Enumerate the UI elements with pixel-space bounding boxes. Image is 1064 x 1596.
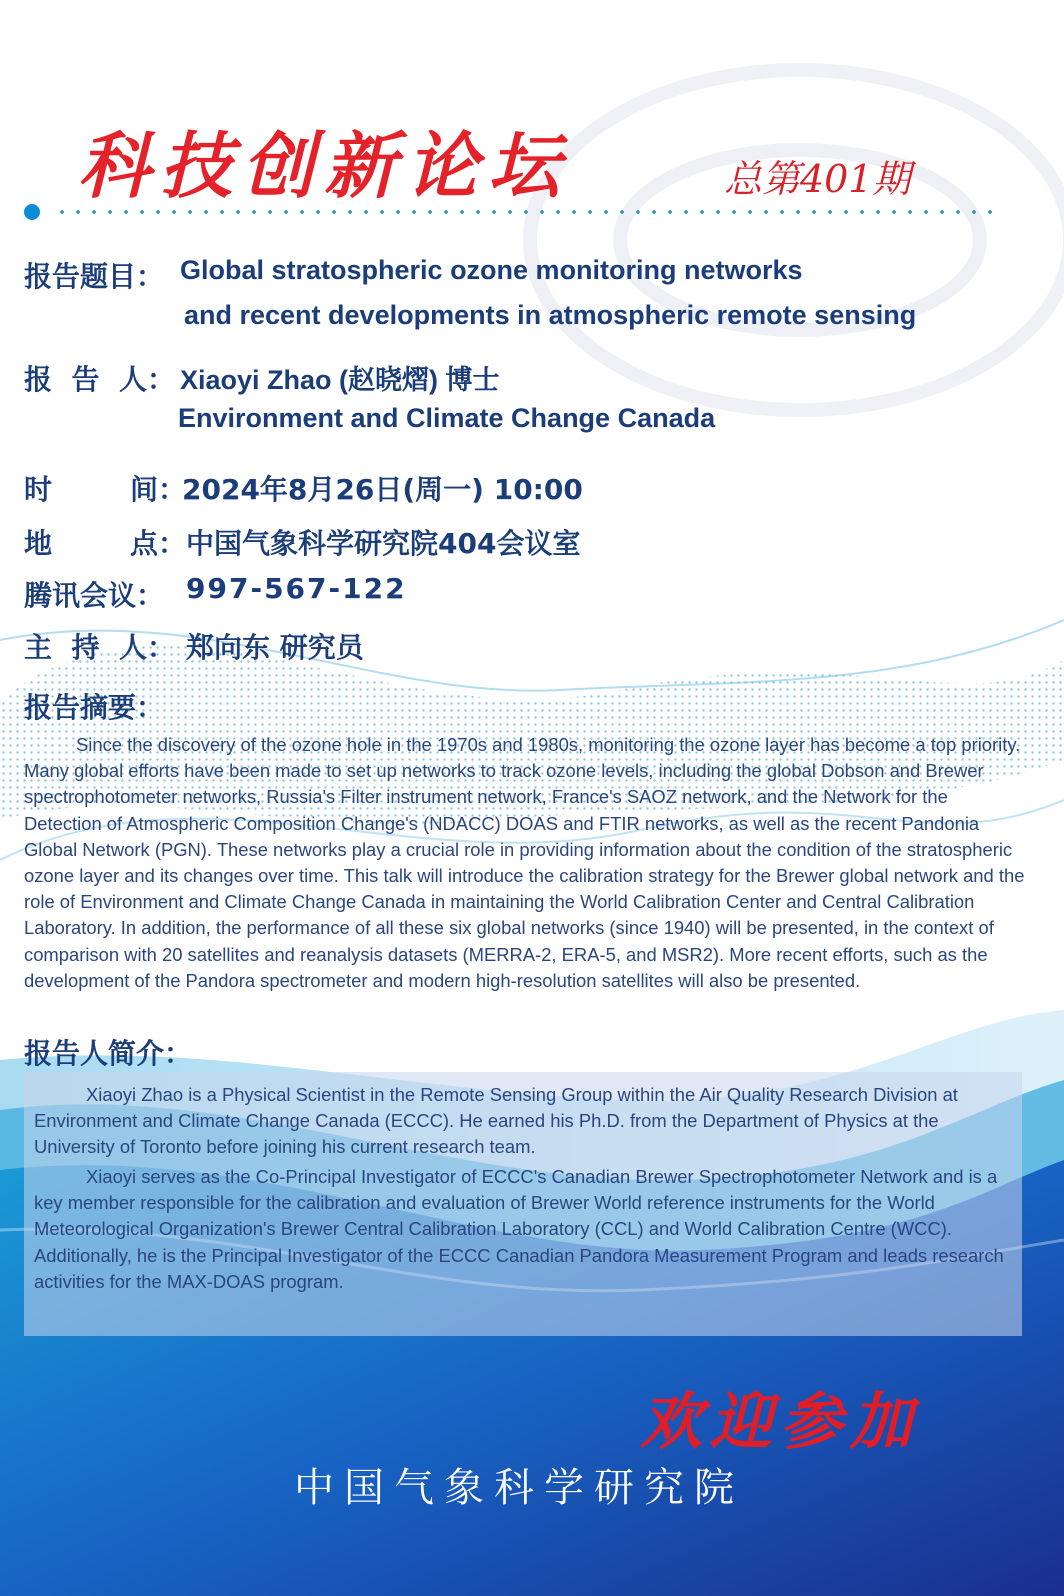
place-label: 地 点：	[24, 527, 186, 560]
bio-paragraph-1: Xiaoyi Zhao is a Physical Scientist in the Remote Sensing Group within the Air Quality Research Division at Environment and Climate Change Canada (ECCC). He earned his Ph.D. from the Department of Physics at the University of Toronto before joining his current research team.	[34, 1084, 958, 1158]
issue-number: 总第401期	[724, 157, 911, 201]
speaker-name: Xiaoyi Zhao (赵晓熠) 博士	[180, 365, 500, 395]
abstract-text: Since the discovery of the ozone hole in the 1970s and 1980s, monitoring the ozone layer has become a top priority. Many global efforts have been made to set up networks to track ozone levels, including the global Dobson and Brewer spectrophotometer networks, Russia's Filter instrument network, France's SAOZ network, and the Network for the Detection of Atmospheric Composition Change's (NDACC) DOAS and FTIR networks, as well as the recent Pandonia Global Network (PGN). These networks play a crucial role in providing information about the condition of the stratospheric ozone layer and its changes over time. This talk will introduce the calibration strategy for the Brewer global network and the role of Environment and Climate Change Canada in maintaining the World Calibration Center and Central Calibration Laboratory. In addition, the performance of all these six global networks (since 1940) will be presented, in the context of comparison with 20 satellites and reanalysis datasets (MERRA-2, ERA-5, and MSR2). More recent efforts, such as the development of the Pandora spectrometer and modern high-resolution satellites will also be presented.	[24, 734, 1025, 991]
welcome-text: 欢迎参加	[640, 1385, 921, 1458]
speaker-affiliation: Environment and Climate Change Canada	[178, 403, 716, 433]
bio-paragraph-2: Xiaoyi serves as the Co-Principal Investigator of ECCC's Canadian Brewer Spectrophotometer Network and is a key member responsible for the calibration and evaluation of Brewer World reference instruments for the World Meteorological Organization's Brewer Central Calibration Laboratory (CCL) and World Calibration Centre (WCC). Additionally, he is the Principal Investigator of the ECCC Canadian Pandora Measurement Program and leads research activities for the MAX-DOAS program.	[34, 1166, 1004, 1292]
meeting-id: 997-567-122	[186, 572, 407, 605]
divider-dot-icon	[24, 204, 40, 220]
meeting-label: 腾讯会议：	[24, 579, 165, 612]
host-label: 主 持 人：	[24, 631, 175, 664]
topic-line-1: Global stratospheric ozone monitoring networks	[180, 255, 803, 285]
organizer-name: 中国气象科学研究院	[294, 1465, 744, 1511]
topic-line-2: and recent developments in atmospheric remote sensing	[184, 300, 917, 330]
time-label: 时 间：	[24, 473, 186, 506]
abstract-heading: 报告摘要：	[24, 691, 165, 724]
host-value: 郑向东 研究员	[186, 631, 364, 664]
divider-dots	[54, 210, 994, 214]
bio-heading: 报告人简介：	[24, 1037, 193, 1070]
speaker-label: 报 告 人：	[24, 363, 175, 396]
topic-label: 报告题目：	[24, 260, 165, 293]
forum-title: 科技创新论坛	[78, 123, 571, 208]
header-divider	[24, 204, 996, 220]
place-value: 中国气象科学研究院404会议室	[186, 527, 581, 560]
time-value: 2024年8月26日(周一) 10:00	[182, 473, 583, 506]
cams-logo-watermark	[530, 70, 1064, 410]
